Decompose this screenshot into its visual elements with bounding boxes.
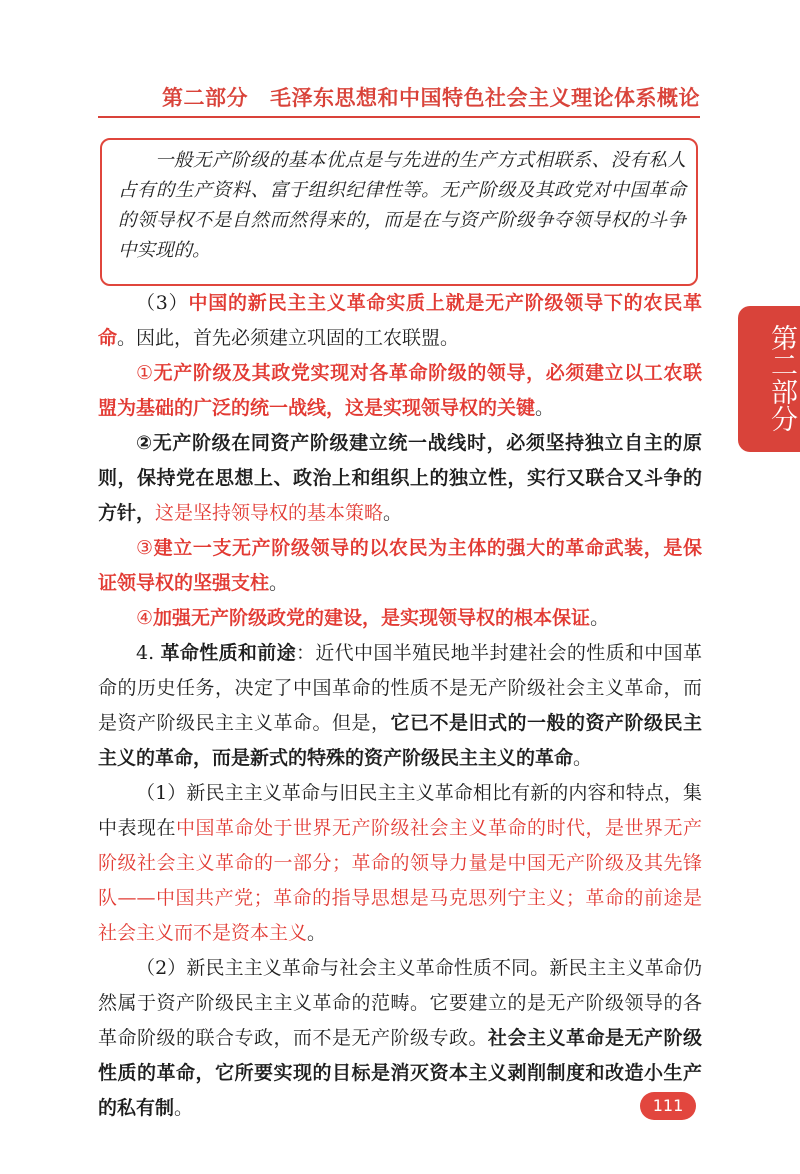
quote-box [100, 138, 698, 286]
paragraph-section-4-1: （1）新民主主义革命与旧民主主义革命相比有新的内容和特点，集中表现在中国革命处于世界无产阶级社会主义革命的时代，是世界无产阶级社会主义革命的一部分；革命的领导力量是中国无产阶级及其先锋队——中国共产党；革命的指导思想是马克思列宁主义；革命的前途是社会主义而不是资本主义。 [98, 782, 702, 944]
header-book-title: 毛泽东思想和中国特色社会主义理论体系概论 [270, 86, 700, 110]
paragraph-point-1: ①无产阶级及其政党实现对各革命阶级的领导，必须建立以工农联盟为基础的广泛的统一战线，这是实现领导权的关键。 [98, 362, 702, 419]
quote-text: 一般无产阶级的基本优点是与先进的生产方式相联系、没有私人占有的生产资料、富于组织纪律性等。无产阶级及其政党对中国革命的领导权不是自然而然得来的，而是在与资产阶级争夺领导权的斗争中实现的。 [118, 150, 686, 261]
paragraph-point-2: ②无产阶级在同资产阶级建立统一战线时，必须坚持独立自主的原则，保持党在思想上、政治上和组织上的独立性，实行又联合又斗争的方针，这是坚持领导权的基本策略。 [98, 432, 702, 524]
paragraph-3: （3）中国的新民主主义革命实质上就是无产阶级领导下的农民革命。因此，首先必须建立巩固的工农联盟。 [98, 292, 702, 349]
paragraph-point-4: ④加强无产阶级政党的建设，是实现领导权的根本保证。 [136, 607, 610, 629]
body-text [98, 286, 702, 1126]
header-part: 第二部分 [162, 86, 248, 110]
page-number-badge: 111 [640, 1092, 696, 1120]
side-tab-label: 第二部分 [766, 324, 797, 432]
running-header [98, 84, 700, 118]
paragraph-section-4: 4. 革命性质和前途：近代中国半殖民地半封建社会的性质和中国革命的历史任务，决定了中国革命的性质不是无产阶级社会主义革命，而是资产阶级民主主义革命。但是，它已不是旧式的一般的资产阶级民主主义的革命，而是新式的特殊的资产阶级民主主义的革命。 [98, 642, 702, 769]
paragraph-point-3: ③建立一支无产阶级领导的以农民为主体的强大的革命武装，是保证领导权的坚强支柱。 [98, 537, 702, 594]
side-section-tab[interactable] [738, 306, 800, 452]
paragraph-section-4-2: （2）新民主主义革命与社会主义革命性质不同。新民主主义革命仍然属于资产阶级民主主义革命的范畴。它要建立的是无产阶级领导的各革命阶级的联合专政，而不是无产阶级专政。社会主义革命是无产阶级性质的革命，它所要实现的目标是消灭资本主义剥削制度和改造小生产的私有制。 [98, 957, 702, 1119]
